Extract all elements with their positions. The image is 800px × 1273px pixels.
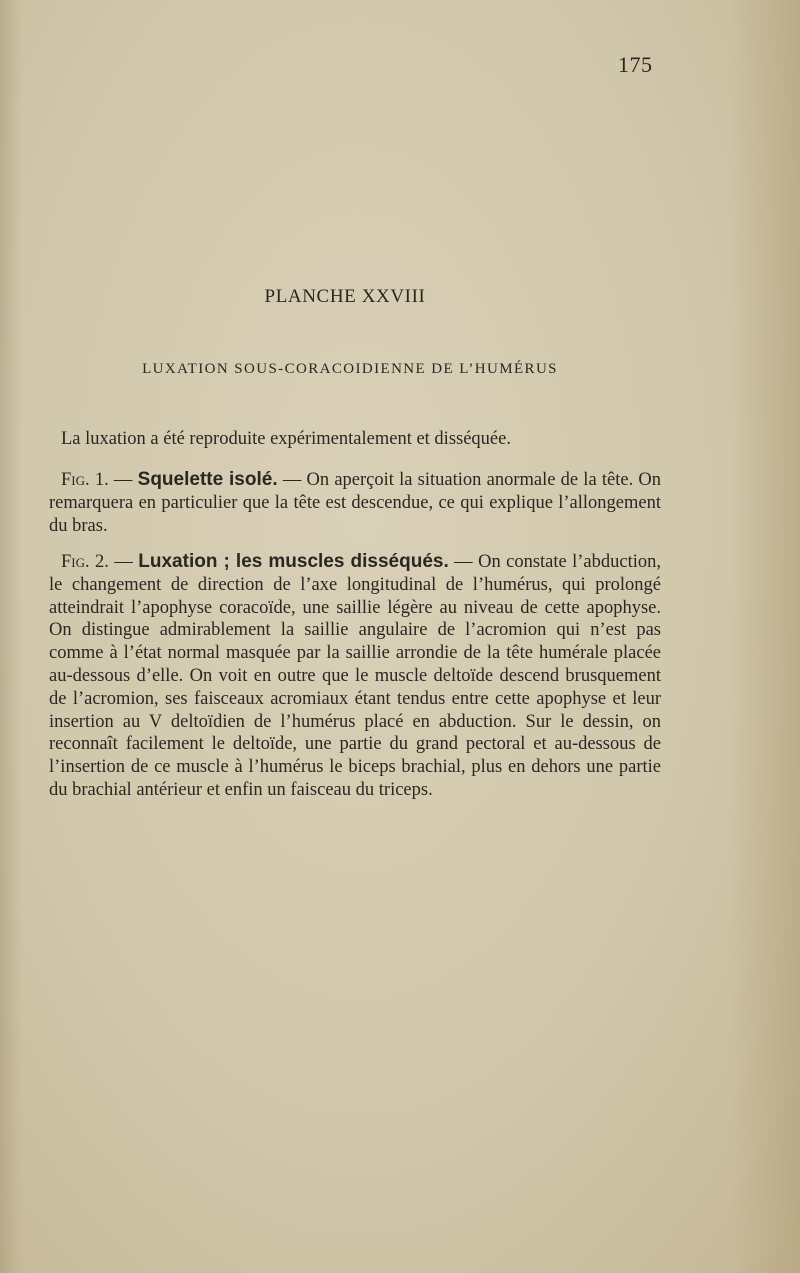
plate-subtitle: LUXATION SOUS-CORACOIDIENNE DE L’HUMÉRUS — [142, 361, 558, 377]
intro-paragraph: La luxation a été reproduite expérimentalement et disséquée. — [61, 429, 511, 449]
figure-1-dash-1: — — [108, 470, 138, 490]
figure-1-heading: Squelette isolé. — [137, 469, 278, 490]
figure-1-label: Fig. 1. — [61, 470, 109, 490]
figure-1-paragraph — [49, 469, 661, 537]
figure-2-dash-1: — — [108, 552, 139, 572]
figure-2-dash-2: — — [448, 552, 479, 572]
figure-2-paragraph — [49, 551, 661, 802]
figure-2-label: Fig. 2. — [61, 552, 109, 572]
figure-2-heading: Luxation ; les muscles disséqués. — [138, 551, 449, 572]
figure-1-text: On aperçoit la situation anormale de la tête. On remarquera en particulier que la tête est descendue, ce qui explique l’allongement du bras. — [49, 470, 662, 536]
page-gutter-shadow — [0, 0, 22, 1273]
figure-1-dash-2: — — [277, 470, 307, 490]
plate-title: PLANCHE XXVIII — [264, 286, 426, 307]
page-edge-shadow — [730, 0, 800, 1273]
figure-2-text: On constate l’abduction, le changement de direction de l’axe longitudinal de l’humérus, qui prolongé atteindrait l’apophyse coracoïde, une saillie légère au niveau de cette apophyse. On distingue admirablement la saillie angulaire de l’acromion qui n’est pas comme à l’état normal masquée par la saillie arrondie de la tête humérale placée au-dessous d’elle. On voit en outre que le muscle deltoïde descend brusquement de l’acromion, ses faisceaux acromiaux étant tendus entre cette apophyse et leur insertion au V deltoïdien de l’humérus placé en abduction. Sur le dessin, on reconnaît facilement le deltoïde, une partie du grand pectoral et au-dessous de l’insertion de ce muscle à l’humérus le biceps brachial, plus en dehors une partie du brachial antérieur et enfin un faisceau du triceps. — [49, 552, 662, 800]
page-number: 175 — [618, 52, 653, 77]
